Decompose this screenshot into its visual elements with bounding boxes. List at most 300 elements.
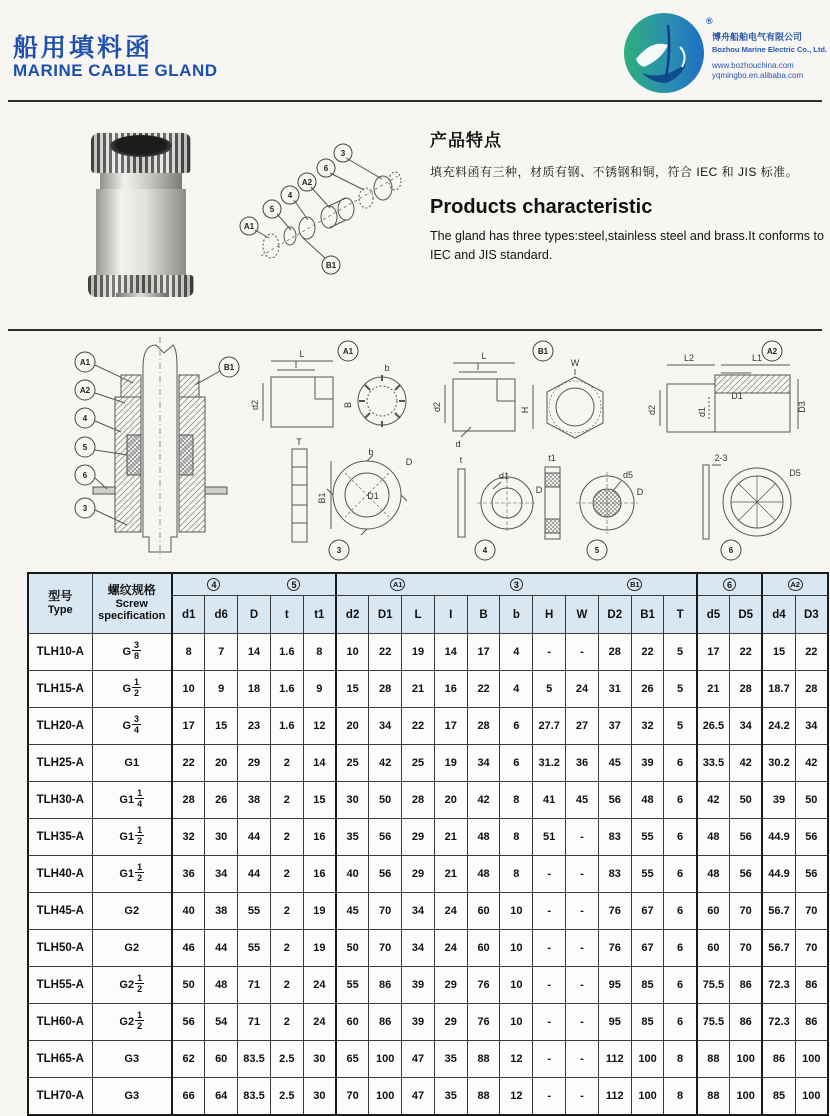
cell-value: 9 (205, 671, 238, 708)
cell-value: 29 (402, 819, 435, 856)
cell-value: - (533, 893, 566, 930)
features-heading-zh: 产品特点 (430, 131, 502, 150)
cell-value: 24 (566, 671, 599, 708)
cell-value: 66 (172, 1078, 205, 1116)
svg-text:T: T (296, 437, 302, 447)
cell-value: 21 (402, 671, 435, 708)
header-divider (8, 100, 822, 102)
cell-value: - (566, 819, 599, 856)
cell-value: 8 (664, 1041, 697, 1078)
screw-header-en1: Screw (115, 597, 148, 610)
cell-value: 6 (500, 745, 533, 782)
cell-value: 100 (795, 1078, 828, 1116)
cell-value: 56 (795, 856, 828, 893)
cell-value: 19 (402, 634, 435, 671)
cell-screw-spec: G2 (92, 893, 172, 930)
gland-stub (116, 293, 166, 297)
column-header-D1: D1 (369, 596, 402, 634)
detail-3-drawing (292, 449, 407, 542)
cell-value: 22 (369, 634, 402, 671)
cell-value: 14 (303, 745, 336, 782)
cell-value: 10 (500, 893, 533, 930)
svg-text:5: 5 (269, 205, 275, 214)
cell-type: TLH25-A (28, 745, 92, 782)
cell-value: 48 (697, 819, 730, 856)
table-row (28, 1078, 828, 1116)
column-header-b: b (500, 596, 533, 634)
svg-text:I: I (294, 360, 298, 370)
cell-type: TLH40-A (28, 856, 92, 893)
cell-value: 6 (664, 967, 697, 1004)
cell-value: 56 (730, 819, 763, 856)
cell-value: 28 (598, 634, 631, 671)
cell-value: 39 (402, 967, 435, 1004)
cell-value: 19 (303, 893, 336, 930)
cell-value: - (566, 1004, 599, 1041)
svg-text:D5: D5 (789, 468, 801, 478)
svg-text:L1: L1 (751, 353, 763, 363)
gland-body (96, 189, 186, 275)
column-header-T: T (664, 596, 697, 634)
cell-value: 48 (631, 782, 664, 819)
cell-value: 45 (598, 745, 631, 782)
cell-value: - (533, 1041, 566, 1078)
cell-type: TLH55-A (28, 967, 92, 1004)
column-header-d5: d5 (697, 596, 730, 634)
svg-text:5: 5 (594, 546, 600, 555)
cell-value: 31.2 (533, 745, 566, 782)
cell-value: 85 (762, 1078, 795, 1116)
cell-value: 12 (500, 1041, 533, 1078)
cell-value: 39 (631, 745, 664, 782)
column-header-D5: D5 (730, 596, 763, 634)
cell-value: 86 (369, 967, 402, 1004)
cell-value: 10 (500, 1004, 533, 1041)
cell-value: 36 (172, 856, 205, 893)
cell-value: - (566, 893, 599, 930)
cell-value: 88 (467, 1078, 500, 1116)
cell-value: 70 (730, 893, 763, 930)
cell-value: 24 (434, 930, 467, 967)
cell-value: 34 (467, 745, 500, 782)
cell-value: 46 (172, 930, 205, 967)
cell-value: 30.2 (762, 745, 795, 782)
company-info (712, 30, 828, 80)
cell-value: 54 (205, 1004, 238, 1041)
cell-value: 76 (467, 967, 500, 1004)
svg-text:B: B (343, 401, 353, 409)
cell-value: 2 (270, 782, 303, 819)
cell-value: 2 (270, 967, 303, 1004)
cell-value: 1.6 (270, 708, 303, 745)
cell-value: 6 (500, 708, 533, 745)
cell-type: TLH20-A (28, 708, 92, 745)
cell-value: 28 (369, 671, 402, 708)
cell-value: 112 (598, 1041, 631, 1078)
exploded-diagram (233, 138, 418, 283)
cell-value: 100 (730, 1041, 763, 1078)
cell-value: - (533, 856, 566, 893)
cell-value: 65 (336, 1041, 369, 1078)
cell-value: 70 (369, 930, 402, 967)
cell-value: 2.5 (270, 1078, 303, 1116)
group-circle-label: 6 (723, 578, 736, 591)
cell-value: 2 (270, 819, 303, 856)
cell-value: 22 (467, 671, 500, 708)
table-row (28, 782, 828, 819)
cell-type: TLH15-A (28, 671, 92, 708)
svg-text:A2: A2 (301, 178, 313, 187)
svg-text:B1: B1 (325, 261, 337, 270)
cell-value: 60 (467, 930, 500, 967)
cell-value: 2 (270, 856, 303, 893)
column-header-I: I (434, 596, 467, 634)
cell-type: TLH65-A (28, 1041, 92, 1078)
cell-value: 42 (467, 782, 500, 819)
cell-value: 21 (697, 671, 730, 708)
cell-value: 40 (336, 856, 369, 893)
svg-text:3: 3 (340, 149, 346, 158)
cell-value: 86 (369, 1004, 402, 1041)
cell-value: 5 (664, 671, 697, 708)
cell-value: 21 (434, 856, 467, 893)
table-row (28, 634, 828, 671)
cell-screw-spec: G2 (92, 930, 172, 967)
cell-value: 75.5 (697, 1004, 730, 1041)
cell-value: 39 (762, 782, 795, 819)
cell-value: 47 (402, 1078, 435, 1116)
cell-value: 24 (434, 893, 467, 930)
cell-value: 60 (697, 930, 730, 967)
cell-value: 17 (697, 634, 730, 671)
cell-value: 112 (598, 1078, 631, 1116)
cell-value: 39 (402, 1004, 435, 1041)
cell-value: 34 (730, 708, 763, 745)
spec-table (27, 572, 829, 1116)
cell-value: 15 (303, 782, 336, 819)
svg-text:4: 4 (82, 414, 88, 423)
cell-value: 28 (402, 782, 435, 819)
cell-value: 24 (303, 1004, 336, 1041)
cell-value: 6 (664, 930, 697, 967)
cell-value: 24 (303, 967, 336, 1004)
cell-value: - (566, 1041, 599, 1078)
cell-value: 30 (303, 1078, 336, 1116)
cell-value: 17 (467, 634, 500, 671)
cell-value: 48 (467, 856, 500, 893)
cell-screw-spec: G2 $\frac{1}{2}$ (92, 1004, 172, 1041)
cell-value: 21 (434, 819, 467, 856)
col-header-type (28, 573, 92, 634)
cell-value: 55 (631, 819, 664, 856)
screw-header-en2: specification (98, 610, 166, 623)
cell-value: 88 (697, 1041, 730, 1078)
cell-value: 25 (402, 745, 435, 782)
cell-value: 37 (598, 708, 631, 745)
cell-value: 14 (434, 634, 467, 671)
cell-value: 4 (500, 671, 533, 708)
group-header (336, 573, 697, 596)
svg-text:W: W (570, 358, 580, 368)
cell-value: 16 (434, 671, 467, 708)
column-header-d1: d1 (172, 596, 205, 634)
group-header (172, 573, 336, 596)
cell-value: 28 (467, 708, 500, 745)
table-row (28, 930, 828, 967)
column-header-B1: B1 (631, 596, 664, 634)
features-heading-en: Products characteristic (430, 196, 653, 218)
cell-value: 30 (336, 782, 369, 819)
cell-value: 45 (336, 893, 369, 930)
cell-screw-spec: G3 (92, 1041, 172, 1078)
table-row (28, 819, 828, 856)
cell-value: 70 (730, 930, 763, 967)
cell-value: 20 (336, 708, 369, 745)
cell-value: 8 (172, 634, 205, 671)
cell-value: 2 (270, 893, 303, 930)
table-row (28, 967, 828, 1004)
cell-value: 50 (730, 782, 763, 819)
cell-value: 76 (598, 930, 631, 967)
cell-value: 28 (172, 782, 205, 819)
detail-b1-drawing (445, 363, 603, 438)
cell-value: 22 (631, 634, 664, 671)
svg-text:D: D (636, 487, 644, 497)
cell-value: 38 (238, 782, 271, 819)
cell-value: 86 (730, 967, 763, 1004)
cell-value: 1.6 (270, 671, 303, 708)
cell-value: 17 (172, 708, 205, 745)
svg-text:3: 3 (82, 504, 88, 513)
cell-value: 95 (598, 1004, 631, 1041)
cell-screw-spec: G $\frac{1}{2}$ (92, 671, 172, 708)
cell-value: 71 (238, 967, 271, 1004)
cell-value: 35 (336, 819, 369, 856)
cell-value: 56 (369, 819, 402, 856)
cell-value: 22 (402, 708, 435, 745)
cell-value: 6 (664, 782, 697, 819)
features-body-zh: 填充料函有三种，材质有钢、不锈钢和铜，符合 IEC 和 JIS 标准。 (430, 165, 799, 179)
cell-value: 27 (566, 708, 599, 745)
cell-value: 28 (730, 671, 763, 708)
cell-value: 26.5 (697, 708, 730, 745)
cell-value: 42 (795, 745, 828, 782)
page-title-zh: 船用填料函 (13, 34, 154, 62)
svg-text:D: D (405, 457, 413, 467)
group-circle-label: B1 (627, 578, 642, 591)
cell-value: 19 (303, 930, 336, 967)
cell-value: 24.2 (762, 708, 795, 745)
cell-value: - (566, 856, 599, 893)
cell-value: 8 (664, 1078, 697, 1116)
cell-value: 71 (238, 1004, 271, 1041)
cell-value: 18 (238, 671, 271, 708)
svg-text:L: L (299, 349, 305, 359)
cell-value: 16 (303, 819, 336, 856)
cell-value: 26 (631, 671, 664, 708)
registered-mark: ® (706, 16, 713, 26)
cell-value: 88 (697, 1078, 730, 1116)
cell-screw-spec: G1 $\frac{1}{2}$ (92, 819, 172, 856)
cell-type: TLH50-A (28, 930, 92, 967)
cell-value: - (566, 634, 599, 671)
cell-screw-spec: G $\frac{3}{8}$ (92, 634, 172, 671)
group-circle-label: A1 (390, 578, 405, 591)
svg-text:6: 6 (728, 546, 734, 555)
cell-value: 22 (172, 745, 205, 782)
cell-value: 42 (697, 782, 730, 819)
cell-value: 45 (566, 782, 599, 819)
cell-value: 27.7 (533, 708, 566, 745)
cell-screw-spec: G1 $\frac{1}{4}$ (92, 782, 172, 819)
svg-text:D3: D3 (797, 401, 807, 413)
cell-value: 38 (205, 893, 238, 930)
svg-text:4: 4 (482, 546, 488, 555)
svg-text:6: 6 (82, 471, 88, 480)
cell-value: 70 (336, 1078, 369, 1116)
cell-value: 70 (795, 893, 828, 930)
cell-value: 4 (500, 634, 533, 671)
cell-value: 30 (205, 819, 238, 856)
column-header-D2: D2 (598, 596, 631, 634)
cell-value: 100 (369, 1041, 402, 1078)
group-circle-label: 5 (287, 578, 300, 591)
cell-value: 95 (598, 967, 631, 1004)
table-row (28, 671, 828, 708)
column-header-t: t (270, 596, 303, 634)
svg-text:b: b (384, 363, 390, 373)
cell-value: - (566, 967, 599, 1004)
table-row (28, 856, 828, 893)
cell-value: 100 (631, 1041, 664, 1078)
cell-value: 72.3 (762, 1004, 795, 1041)
svg-text:H: H (520, 406, 530, 414)
cell-value: 56 (172, 1004, 205, 1041)
cell-value: 44 (238, 856, 271, 893)
cell-value: - (566, 1078, 599, 1116)
cell-value: 35 (434, 1041, 467, 1078)
cell-value: 83.5 (238, 1041, 271, 1078)
column-header-d4: d4 (762, 596, 795, 634)
cell-value: - (533, 930, 566, 967)
gland-bore (110, 135, 172, 157)
cell-value: 29 (434, 967, 467, 1004)
cell-value: 22 (730, 634, 763, 671)
cell-type: TLH10-A (28, 634, 92, 671)
cell-value: 33.5 (697, 745, 730, 782)
cell-value: 55 (238, 893, 271, 930)
detail-6-drawing (703, 465, 791, 539)
table-row (28, 745, 828, 782)
cell-value: 2.5 (270, 1041, 303, 1078)
table-row (28, 1004, 828, 1041)
company-name-zh: 博舟船舶电气有限公司 (712, 32, 803, 42)
cell-value: 64 (205, 1078, 238, 1116)
svg-text:b: b (368, 447, 374, 457)
cell-value: 7 (205, 634, 238, 671)
cell-value: 5 (664, 708, 697, 745)
cell-value: 34 (402, 930, 435, 967)
cell-value: 23 (238, 708, 271, 745)
cell-value: 67 (631, 930, 664, 967)
cell-value: 29 (238, 745, 271, 782)
cell-value: 83 (598, 819, 631, 856)
cell-value: 8 (303, 634, 336, 671)
cell-value: 2 (270, 1004, 303, 1041)
cell-value: 48 (467, 819, 500, 856)
company-alibaba: yqmingbo.en.alibaba.com (712, 71, 804, 80)
svg-text:B1: B1 (317, 492, 327, 504)
cell-value: 70 (795, 930, 828, 967)
svg-text:4: 4 (287, 191, 293, 200)
cell-value: 40 (172, 893, 205, 930)
svg-text:d5: d5 (622, 470, 634, 480)
cell-value: 28 (795, 671, 828, 708)
cell-value: 50 (336, 930, 369, 967)
cell-value: - (533, 1078, 566, 1116)
gland-neck (100, 173, 182, 189)
cell-value: 31 (598, 671, 631, 708)
cell-value: 100 (369, 1078, 402, 1116)
svg-text:L: L (481, 351, 487, 361)
cell-value: 32 (631, 708, 664, 745)
svg-text:t1: t1 (548, 453, 556, 463)
cell-value: 12 (303, 708, 336, 745)
column-header-L: L (402, 596, 435, 634)
cell-screw-spec: G1 (92, 745, 172, 782)
column-header-W: W (566, 596, 599, 634)
cell-value: 34 (369, 708, 402, 745)
cell-value: 16 (303, 856, 336, 893)
cell-value: 10 (500, 967, 533, 1004)
svg-text:d2: d2 (432, 401, 442, 413)
cell-value: 2 (270, 745, 303, 782)
cell-value: 41 (533, 782, 566, 819)
cell-value: 25 (336, 745, 369, 782)
cell-value: 100 (631, 1078, 664, 1116)
cell-value: 86 (795, 967, 828, 1004)
cell-type: TLH35-A (28, 819, 92, 856)
cell-value: 14 (238, 634, 271, 671)
cell-value: - (533, 1004, 566, 1041)
cell-value: 12 (500, 1078, 533, 1116)
cell-value: 86 (730, 1004, 763, 1041)
company-name-en: Bozhou Marine Electric Co., Ltd. (712, 45, 828, 54)
cell-value: 86 (795, 1004, 828, 1041)
cell-value: 85 (631, 1004, 664, 1041)
svg-text:D: D (535, 485, 543, 495)
cell-value: 10 (172, 671, 205, 708)
cell-value: 60 (336, 1004, 369, 1041)
table-row (28, 1041, 828, 1078)
svg-text:5: 5 (82, 443, 88, 452)
detail-4-drawing (458, 469, 537, 537)
cell-value: 56 (598, 782, 631, 819)
column-header-D: D (238, 596, 271, 634)
cell-value: 56.7 (762, 893, 795, 930)
column-header-H: H (533, 596, 566, 634)
cell-value: 15 (205, 708, 238, 745)
cell-value: 50 (172, 967, 205, 1004)
cell-value: 62 (172, 1041, 205, 1078)
svg-text:d2: d2 (250, 399, 260, 411)
cell-value: 56.7 (762, 930, 795, 967)
svg-text:I: I (476, 362, 480, 372)
cell-value: 1.6 (270, 634, 303, 671)
technical-drawings (15, 337, 815, 569)
cell-value: - (566, 930, 599, 967)
cell-value: 56 (730, 856, 763, 893)
